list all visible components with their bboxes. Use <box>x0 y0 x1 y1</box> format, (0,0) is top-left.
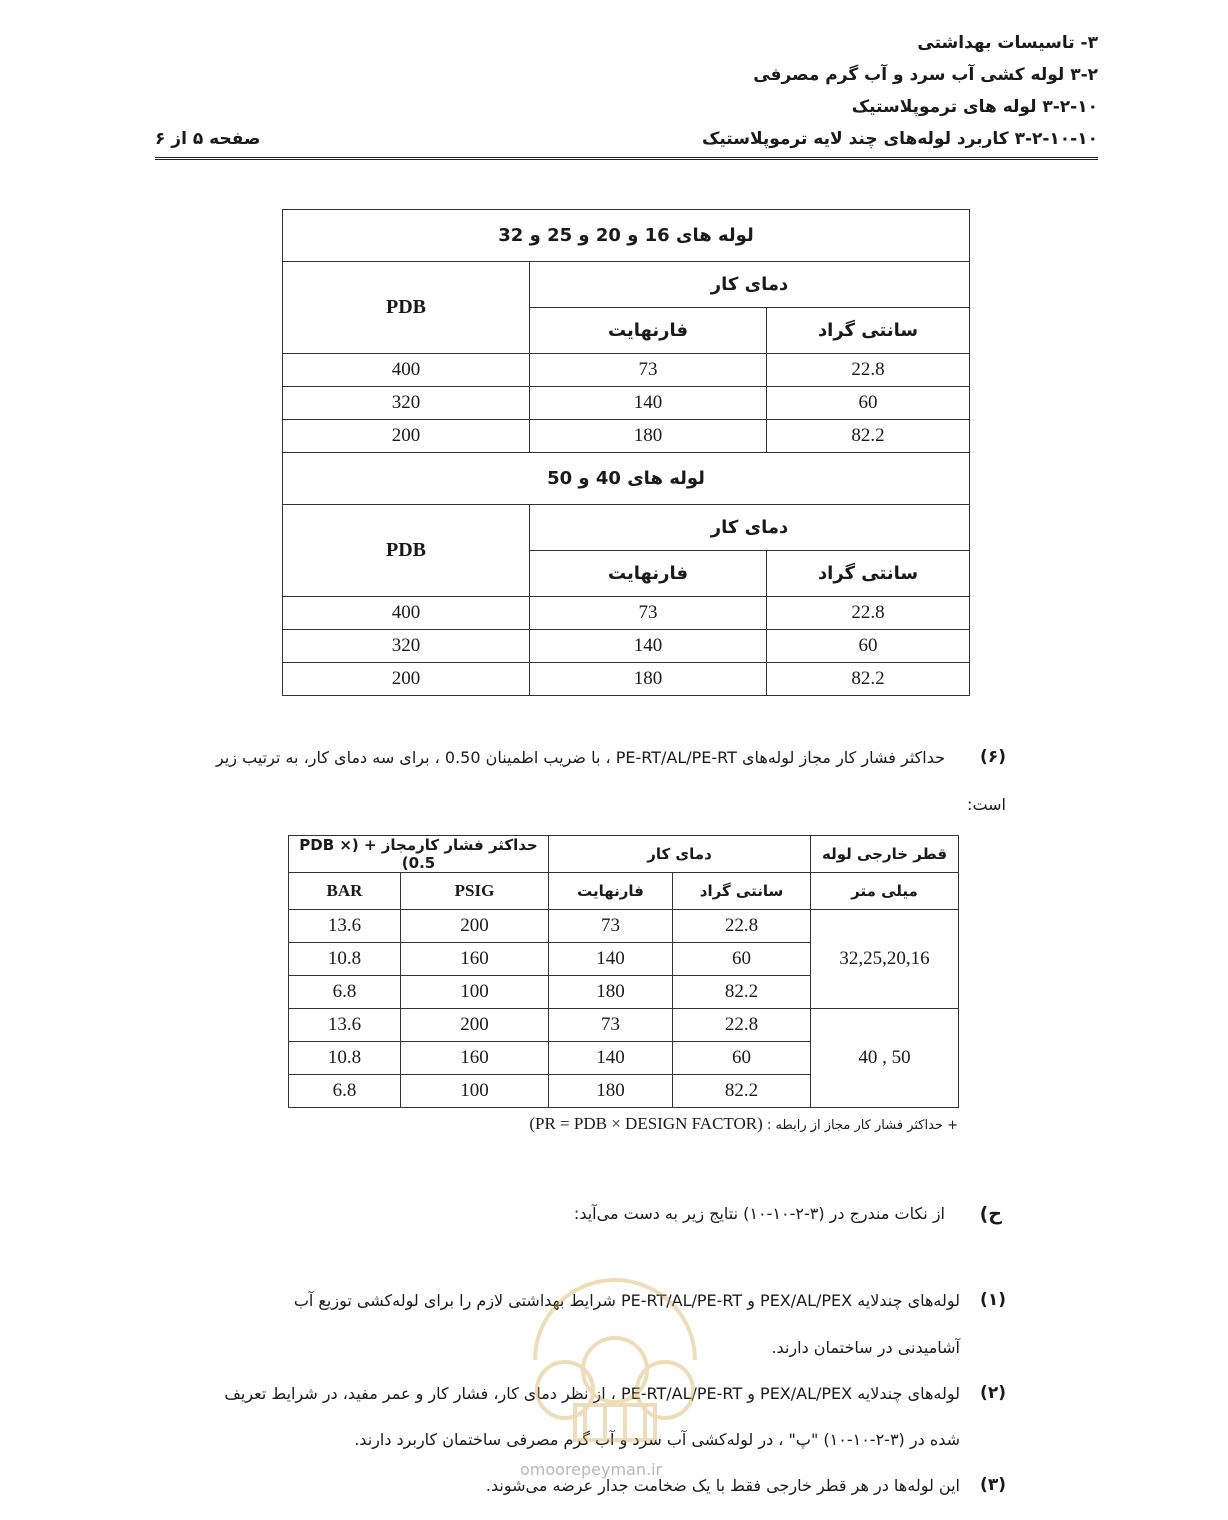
cell-fahrenheit: 180 <box>530 663 767 696</box>
column-header-celsius: سانتی گراد <box>673 873 811 910</box>
column-header-pdb: PDB <box>283 262 530 354</box>
item-text-line: لوله‌های چندلایه PEX/AL/PEX و PE-RT/AL/PE-RT شرایط بهداشتی لازم را برای لوله‌کشی توزیع آب <box>293 1291 960 1310</box>
item-number: (۲) <box>980 1383 1006 1403</box>
cell-pdb: 200 <box>283 663 530 696</box>
item-number: (۱) <box>980 1290 1006 1310</box>
cell-celsius: 22.8 <box>673 1009 811 1042</box>
header-divider <box>155 157 1098 160</box>
column-header-psig: PSIG <box>401 873 549 910</box>
paragraph-number: (۶) <box>980 747 1006 767</box>
column-header-diameter: قطر خارجی لوله <box>811 836 959 873</box>
table-row <box>289 910 959 943</box>
header-subsection-title: ۳-۲ لوله کشی آب سرد و آب گرم مصرفی <box>753 65 1098 85</box>
cell-psig: 100 <box>401 1075 549 1108</box>
section-intro: از نکات مندرج در (۳-۲-۱۰-۱۰) نتایج زیر به دست می‌آید: <box>573 1204 945 1223</box>
cell-celsius: 82.2 <box>767 663 970 696</box>
cell-fahrenheit: 140 <box>530 387 767 420</box>
cell-psig: 200 <box>401 1009 549 1042</box>
column-header-bar: BAR <box>289 873 401 910</box>
cell-bar: 10.8 <box>289 1042 401 1075</box>
cell-fahrenheit: 73 <box>530 354 767 387</box>
column-header-temp: دمای کار <box>549 836 811 873</box>
cell-bar: 13.6 <box>289 910 401 943</box>
cell-fahrenheit: 140 <box>549 1042 673 1075</box>
cell-bar: 6.8 <box>289 1075 401 1108</box>
cell-pdb: 200 <box>283 420 530 453</box>
table-row <box>283 420 970 453</box>
page-number: صفحه ۵ از ۶ <box>155 129 261 149</box>
cell-fahrenheit: 180 <box>549 976 673 1009</box>
cell-fahrenheit: 73 <box>530 597 767 630</box>
table-row <box>283 354 970 387</box>
pdb-table <box>282 209 970 696</box>
table-row <box>283 597 970 630</box>
column-header-celsius: سانتی گراد <box>767 551 970 597</box>
column-header-fahrenheit: فارنهایت <box>530 308 767 354</box>
item-text-line: آشامیدنی در ساختمان دارند. <box>771 1338 960 1357</box>
column-header-pdb: PDB <box>283 505 530 597</box>
cell-pdb: 320 <box>283 630 530 663</box>
cell-celsius: 82.2 <box>767 420 970 453</box>
cell-psig: 200 <box>401 910 549 943</box>
cell-psig: 100 <box>401 976 549 1009</box>
cell-diameter: 32,25,20,16 <box>811 910 959 1009</box>
table-row <box>283 387 970 420</box>
column-header-diameter-unit: میلی متر <box>811 873 959 910</box>
column-header-celsius: سانتی گراد <box>767 308 970 354</box>
cell-bar: 10.8 <box>289 943 401 976</box>
cell-celsius: 60 <box>673 1042 811 1075</box>
footnote-text: + حداکثر فشار کار مجاز از رابطه : <box>766 1118 958 1133</box>
cell-celsius: 60 <box>767 387 970 420</box>
table-row <box>289 1009 959 1042</box>
cell-celsius: 22.8 <box>767 597 970 630</box>
cell-bar: 6.8 <box>289 976 401 1009</box>
cell-fahrenheit: 180 <box>549 1075 673 1108</box>
column-header-max-pressure: حداکثر فشار کارمجاز + (PDB × 0.5) <box>289 836 549 873</box>
item-number: (۳) <box>980 1475 1006 1495</box>
table-footnote <box>529 1114 958 1134</box>
cell-pdb: 400 <box>283 597 530 630</box>
footnote-formula: (PR = PDB × DESIGN FACTOR) <box>529 1114 763 1133</box>
paragraph-continuation: است: <box>967 795 1006 814</box>
table-row <box>283 630 970 663</box>
cell-bar: 13.6 <box>289 1009 401 1042</box>
column-header-temp: دمای کار <box>530 262 970 308</box>
header-subsubsection-title: ۳-۲-۱۰ لوله های ترموپلاستیک <box>851 97 1098 117</box>
watermark-url: omoorepeyman.ir <box>520 1460 663 1479</box>
cell-fahrenheit: 73 <box>549 910 673 943</box>
header-section-title: ۳- تاسیسات بهداشتی <box>917 33 1098 53</box>
column-header-temp: دمای کار <box>530 505 970 551</box>
table-row <box>283 663 970 696</box>
cell-fahrenheit: 140 <box>530 630 767 663</box>
cell-fahrenheit: 73 <box>549 1009 673 1042</box>
cell-diameter: 50 , 40 <box>811 1009 959 1108</box>
cell-celsius: 82.2 <box>673 976 811 1009</box>
cell-fahrenheit: 180 <box>530 420 767 453</box>
cell-psig: 160 <box>401 1042 549 1075</box>
table-group-title: لوله های 16 و 20 و 25 و 32 <box>283 210 970 262</box>
header-topic-title: ۳-۲-۱۰-۱۰ کاربرد لوله‌های چند لایه ترموپلاستیک <box>701 129 1098 149</box>
cell-celsius: 22.8 <box>767 354 970 387</box>
table-group-title: لوله های 40 و 50 <box>283 453 970 505</box>
cell-celsius: 82.2 <box>673 1075 811 1108</box>
watermark-logo <box>505 1240 725 1450</box>
cell-celsius: 60 <box>673 943 811 976</box>
column-header-fahrenheit: فارنهایت <box>549 873 673 910</box>
cell-pdb: 320 <box>283 387 530 420</box>
pressure-table <box>288 835 959 1108</box>
column-header-fahrenheit: فارنهایت <box>530 551 767 597</box>
cell-psig: 160 <box>401 943 549 976</box>
cell-celsius: 22.8 <box>673 910 811 943</box>
cell-fahrenheit: 140 <box>549 943 673 976</box>
cell-celsius: 60 <box>767 630 970 663</box>
item-text-line: شده در (۳-۲-۱۰-۱۰) "پ" ، در لوله‌کشی آب سرد و آب گرم مصرفی ساختمان کاربرد دارند. <box>354 1430 960 1449</box>
item-text-line: لوله‌های چندلایه PEX/AL/PEX و PE-RT/AL/PE-RT ، از نظر دمای کار، فشار کار و عمر مفید، در شرایط تعریف <box>224 1384 960 1403</box>
paragraph-text: حداکثر فشار کار مجاز لوله‌های PE-RT/AL/PE-RT ، با ضریب اطمینان 0.50 ، برای سه دمای کار، به ترتیب زیر <box>216 748 945 767</box>
section-number: ح) <box>979 1203 1002 1225</box>
cell-pdb: 400 <box>283 354 530 387</box>
item-text-line: این لوله‌ها در هر قطر خارجی فقط با یک ضخامت جدار عرضه می‌شوند. <box>485 1476 960 1495</box>
